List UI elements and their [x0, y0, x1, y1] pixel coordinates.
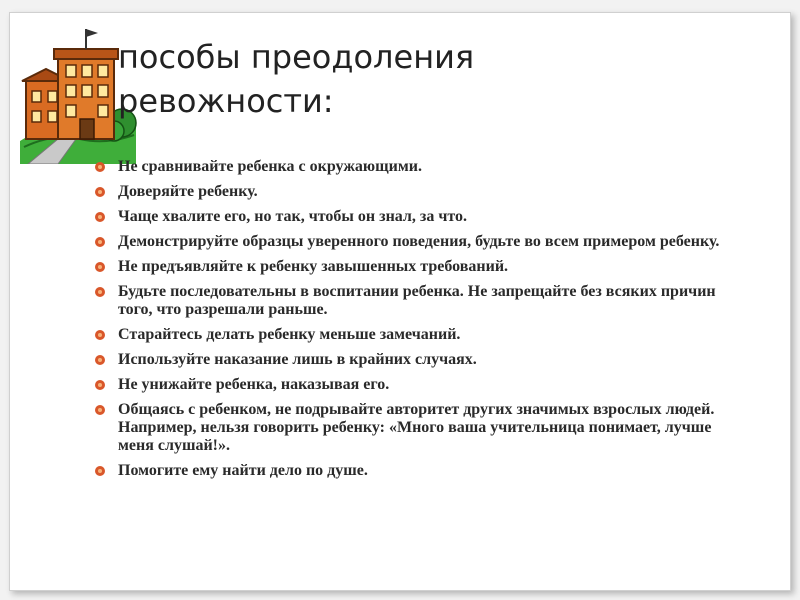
list-item-text: Общаясь с ребенком, не подрывайте авторитет других значимых взрослых людей. Например, нельзя говорить ребенку: «Много ваша учительница понимает, лучше меня слушай!». [118, 401, 715, 454]
list-item-text: Не сравнивайте ребенка с окружающими. [118, 158, 422, 175]
list-item [90, 326, 730, 344]
list-item [90, 208, 730, 226]
flower-bullet-icon [94, 354, 106, 366]
title-line-2: ревожности: [118, 82, 334, 120]
flower-bullet-icon [94, 211, 106, 223]
list-item-text: Не унижайте ребенка, наказывая его. [118, 376, 390, 393]
list-item [90, 283, 730, 319]
list-item-text: Старайтесь делать ребенку меньше замечаний. [118, 326, 461, 343]
flower-bullet-icon [94, 329, 106, 341]
list-item [90, 258, 730, 276]
flower-bullet-icon [94, 161, 106, 173]
bullet-list [90, 158, 730, 487]
list-item-text: Чаще хвалите его, но так, чтобы он знал, за что. [118, 208, 467, 225]
flower-bullet-icon [94, 286, 106, 298]
title-line-1: пособы преодоления [118, 38, 475, 76]
slide [9, 12, 791, 591]
list-item-text: Не предъявляйте к ребенку завышенных требований. [118, 258, 509, 275]
flower-bullet-icon [94, 404, 106, 416]
list-item-text: Помогите ему найти дело по душе. [118, 462, 368, 479]
list-item-text: Доверяйте ребенку. [118, 183, 258, 200]
flower-bullet-icon [94, 261, 106, 273]
list-item [90, 351, 730, 369]
flower-bullet-icon [94, 186, 106, 198]
list-item-text: Демонстрируйте образцы уверенного поведения, будьте во всем примером ребенку. [118, 233, 720, 250]
flower-bullet-icon [94, 379, 106, 391]
list-item [90, 183, 730, 201]
list-item-text: Будьте последовательны в воспитании ребенка. Не запрещайте без всяких причин того, что разрешали раньше. [118, 283, 716, 318]
list-item [90, 401, 730, 455]
list-item [90, 376, 730, 394]
flower-bullet-icon [94, 465, 106, 477]
list-item-text: Используйте наказание лишь в крайних случаях. [118, 351, 477, 368]
list-item [90, 158, 730, 176]
flower-bullet-icon [94, 236, 106, 248]
list-item [90, 233, 730, 251]
slide-title [118, 35, 718, 123]
list-item [90, 462, 730, 480]
